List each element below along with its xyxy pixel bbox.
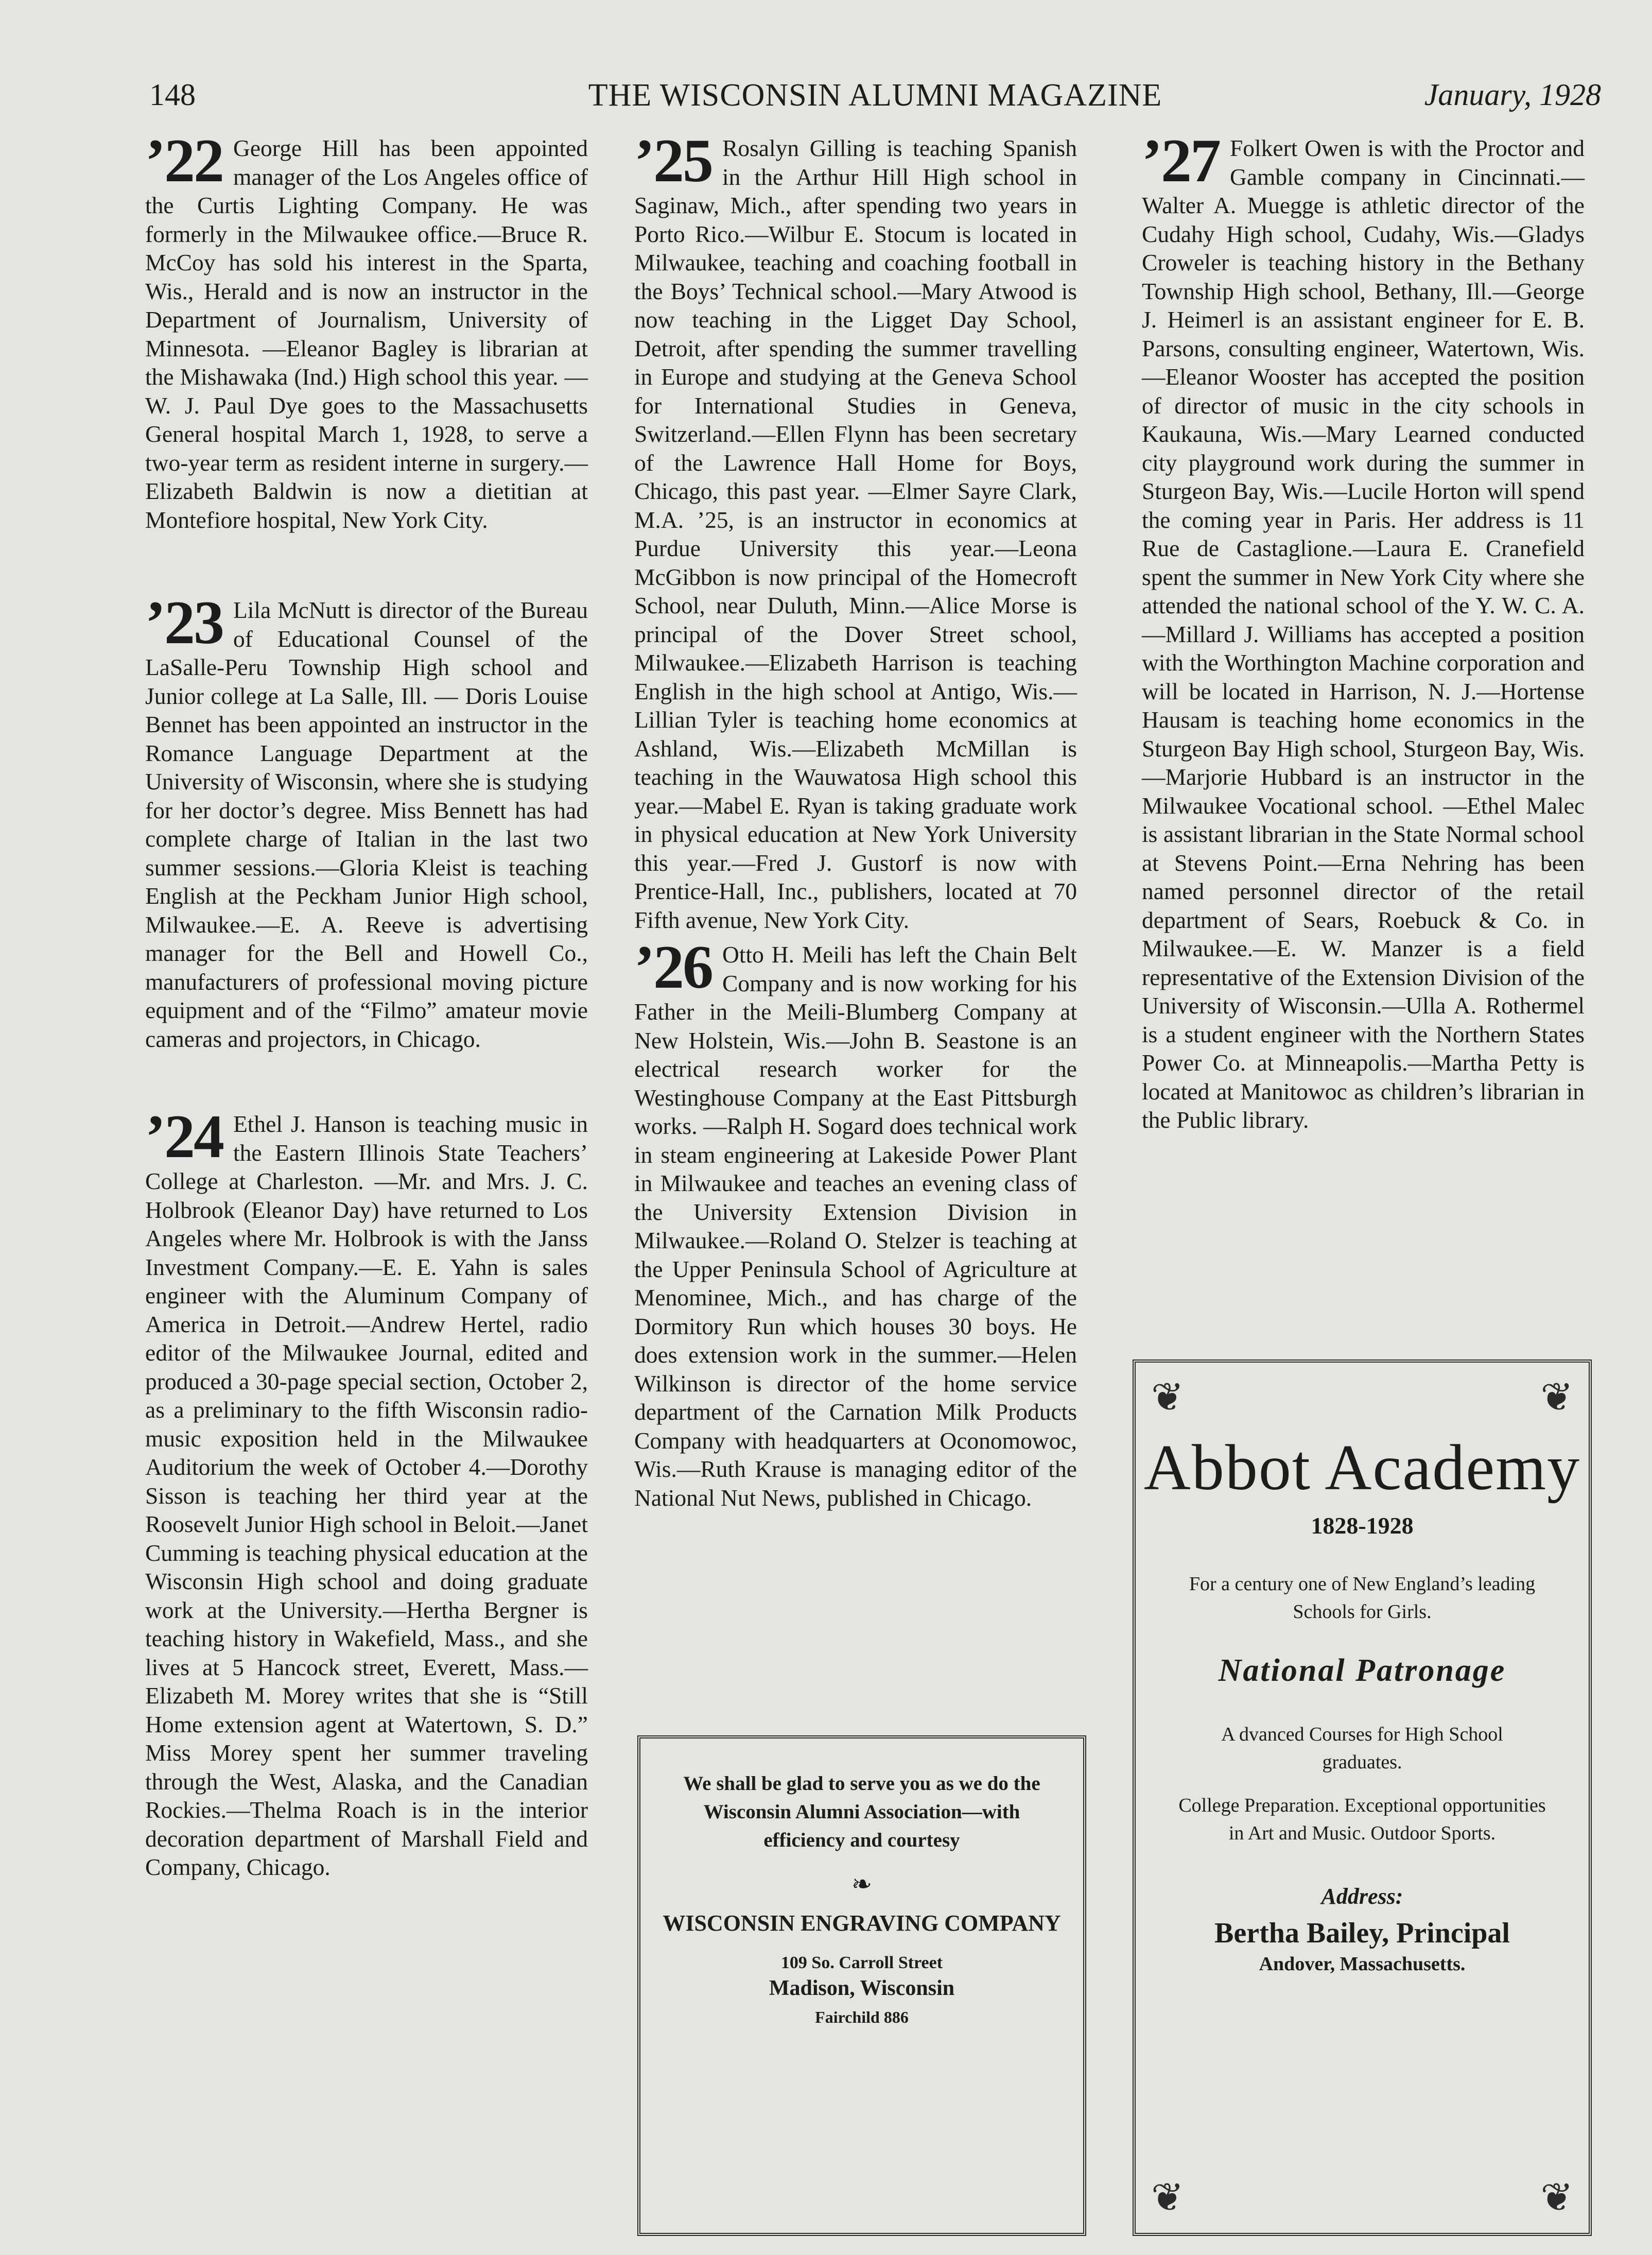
class-year: ’27 xyxy=(1142,126,1220,195)
class-note-1923 xyxy=(145,588,588,1053)
courses-text: A dvanced Courses for High School graduates. xyxy=(1221,1724,1503,1773)
address-label: Address: xyxy=(1321,1884,1403,1909)
corner-ornament-icon: ❦ xyxy=(1151,1376,1184,1419)
academy-years: 1828-1928 xyxy=(1311,1512,1414,1539)
class-note-text: Otto H. Meili has left the Chain Belt Company and is now working for his Father in the Meili-Blumberg Company at New Holstein, Wis.—John B. Seastone is an electrical research worker for the Westinghouse Company at the East Pittsburgh works. —Ralph H. Sogard does technical work in steam engineering at Lakeside Power Plant in Milwaukee and teaches an evening class of the University Extension Division in Milwaukee.—Roland O. Stelzer is teaching at the Upper Peninsula School of Agriculture at Menominee, Mich., and has charge of the Dormitory Run which houses 30 boys. He does extension work in the summer.—Helen Wilkinson is director of the home service department of the Carnation Milk Products Company with headquarters at Oconomowoc, Wis.—Ruth Krause is managing editor of the National Nut News, published in Chicago. xyxy=(634,941,1077,1511)
city-address: Madison, Wisconsin xyxy=(769,1976,955,2000)
street-address: 109 So. Carroll Street xyxy=(780,1953,943,1972)
class-note-text: Lila McNutt is director of the Bureau of Educational Counsel of the LaSalle-Peru Township High school and Junior college at La Salle, Ill. — Doris Louise Bennet has been appointed an instructor in the Romance Language Department at the University of Wisconsin, where she is studying for her doctor’s degree. Miss Bennett has had complete charge of Italian in the last two summer sessions.—Gloria Kleist is teaching English at the Peckham Junior High school, Milwaukee.—E. A. Reeve is advertising manager for the Bell and Howell Co., manufacturers of professional moving picture equipment and of the “Filmo” amateur movie cameras and projectors, in Chicago. xyxy=(145,597,588,1052)
fleuron-ornament-icon: ❧ xyxy=(851,1871,873,1898)
ad-body-text: We shall be glad to serve you as we do the Wisconsin Alumni Association—with efficiency and courtesy xyxy=(683,1772,1040,1851)
corner-ornament-icon: ❦ xyxy=(1540,2176,1573,2219)
class-note-text: George Hill has been appointed manager of the Los Angeles office of the Curtis Lighting Company. He was formerly in the Milwaukee office.—Bruce R. McCoy has sold his interest in the Sparta, Wis., Herald and is now an instructor in the Department of Journalism, University of Minnesota. —Eleanor Bagley is librarian at the Mishawaka (Ind.) High school this year. —W. J. Paul Dye goes to the Massachusetts General hospital March 1, 1928, to serve a two-year term as resident interne in surgery.—Elizabeth Baldwin is now a dietitian at Montefiore hospital, New York City. xyxy=(145,135,588,533)
academy-name: Abbot Academy xyxy=(1143,1432,1581,1504)
class-note-text: Rosalyn Gilling is teaching Spanish in the Arthur Hill High school in Saginaw, Mich., after spending two years in Porto Rico.—Wilbur E. Stocum is located in Milwaukee, teaching and coaching football in the Boys’ Technical school.—Mary Atwood is now teaching in the Ligget Day School, Detroit, after spending the summer travelling in Europe and studying at the Geneva School for International Studies in Geneva, Switzerland.—Ellen Flynn has been secretary of the Lawrence Hall Home for Boys, Chicago, this past year. —Elmer Sayre Clark, M.A. ’25, is an instructor in economics at Purdue University this year.—Leona McGibbon is now principal of the Homecroft School, near Duluth, Minn.—Alice Morse is principal of the Dover Street school, Milwaukee.—Elizabeth Harrison is teaching English in the high school at Antigo, Wis.—Lillian Tyler is teaching home economics at Ashland, Wis.—Elizabeth McMillan is teaching in the Wauwatosa High school this year.—Mabel E. Ryan is taking graduate work in physical education at New York University this year.—Fred J. Gustorf is now with Prentice-Hall, Inc., publishers, located at 70 Fifth avenue, New York City. xyxy=(634,135,1077,933)
page-number: 148 xyxy=(149,78,196,112)
column-3 xyxy=(1142,126,1585,1134)
abbot-academy-ad xyxy=(1133,1359,1592,2236)
magazine-title: THE WISCONSIN ALUMNI MAGAZINE xyxy=(588,78,1162,113)
class-note-1926 xyxy=(634,933,1077,1512)
class-note-text: Ethel J. Hanson is teaching music in the Eastern Illinois State Teachers’ College at Charleston. —Mr. and Mrs. J. C. Holbrook (Eleanor Day) have returned to Los Angeles where Mr. Holbrook is with the Janss Investment Company.—E. E. Yahn is sales engineer with the Aluminum Company of America in Detroit.—Andrew Hertel, radio editor of the Milwaukee Journal, edited and produced a 30-page special section, October 2, as a preliminary to the fifth Wisconsin radio-music exposition held in the Milwaukee Auditorium the week of October 4.—Dorothy Sisson is teaching her third year at the Roosevelt Junior High school in Beloit.—Janet Cumming is teaching physical education at the Wisconsin High school and doing graduate work at the University.—Hertha Bergner is teaching history in Wakefield, Mass., and she lives at 5 Hancock street, Everett, Mass.—Elizabeth M. Morey writes that she is “Still Home extension agent at Watertown, S. D.” Miss Morey spent her summer traveling through the West, Alaska, and the Canadian Rockies.—Thelma Roach is in the interior decoration department of Marshall Field and Company, Chicago. xyxy=(145,1111,588,1880)
class-note-text: Folkert Owen is with the Proctor and Gamble company in Cincinnati.—Walter A. Muegge is athletic director of the Cudahy High school, Cudahy, Wis.—Gladys Croweler is teaching history in the Bethany Township High school, Bethany, Ill.—George J. Heimerl is an assistant engineer for E. B. Parsons, consulting engineer, Watertown, Wis.—Eleanor Wooster has accepted the position of director of music in the city schools in Kaukauna, Wis.—Mary Learned conducted city playground work during the summer in Sturgeon Bay, Wis.—Lucile Horton will spend the coming year in Paris. Her address is 11 Rue de Castaglione.—Laura E. Cranefield spent the summer in New York City where she attended the national school of the Y. W. C. A.—Millard J. Williams has accepted a position with the Worthington Machine corporation and will be located in Harrison, N. J.—Hortense Hausam is teaching home economics in the Sturgeon Bay High school, Sturgeon Bay, Wis.—Marjorie Hubbard is an instructor in the Milwaukee Vocational school. —Ethel Malec is assistant librarian in the State Normal school at Stevens Point.—Erna Nehring has been named personnel director of the retail department of Sears, Roebuck & Co. in Milwaukee.—E. W. Manzer is a field representative of the Extension Division of the University of Wisconsin.—Ulla A. Rothermel is a student engineer with the Northern States Power Co. at Minneapolis.—Martha Petty is located at Manitowoc as children’s librarian in the Public library. xyxy=(1142,135,1585,1133)
class-year: ’22 xyxy=(145,126,223,195)
class-note-1922 xyxy=(145,126,588,534)
engraving-company-ad xyxy=(637,1735,1086,2236)
column-2 xyxy=(634,126,1077,1512)
class-year: ’24 xyxy=(145,1102,223,1170)
column-1 xyxy=(145,126,588,1882)
company-name: WISCONSIN ENGRAVING COMPANY xyxy=(663,1910,1061,1936)
class-year: ’25 xyxy=(634,126,712,195)
academy-town: Andover, Massachusetts. xyxy=(1259,1953,1466,1975)
principal-name: Bertha Bailey, Principal xyxy=(1214,1917,1510,1949)
class-year: ’23 xyxy=(145,588,223,657)
college-prep-text: College Preparation. Exceptional opportunities in Art and Music. Outdoor Sports. xyxy=(1178,1795,1546,1844)
phone-number: Fairchild 886 xyxy=(815,2008,909,2026)
class-note-1924 xyxy=(145,1102,588,1882)
issue-date: January, 1928 xyxy=(1424,78,1601,112)
academy-tagline: For a century one of New England’s leading Schools for Girls. xyxy=(1189,1573,1536,1623)
class-note-1927 xyxy=(1142,126,1585,1134)
corner-ornament-icon: ❦ xyxy=(1151,2176,1184,2219)
national-patronage-heading: National Patronage xyxy=(1218,1653,1506,1688)
class-note-1925 xyxy=(634,126,1077,934)
class-year: ’26 xyxy=(634,933,712,1001)
corner-ornament-icon: ❦ xyxy=(1540,1376,1573,1419)
page-header xyxy=(149,77,1601,118)
